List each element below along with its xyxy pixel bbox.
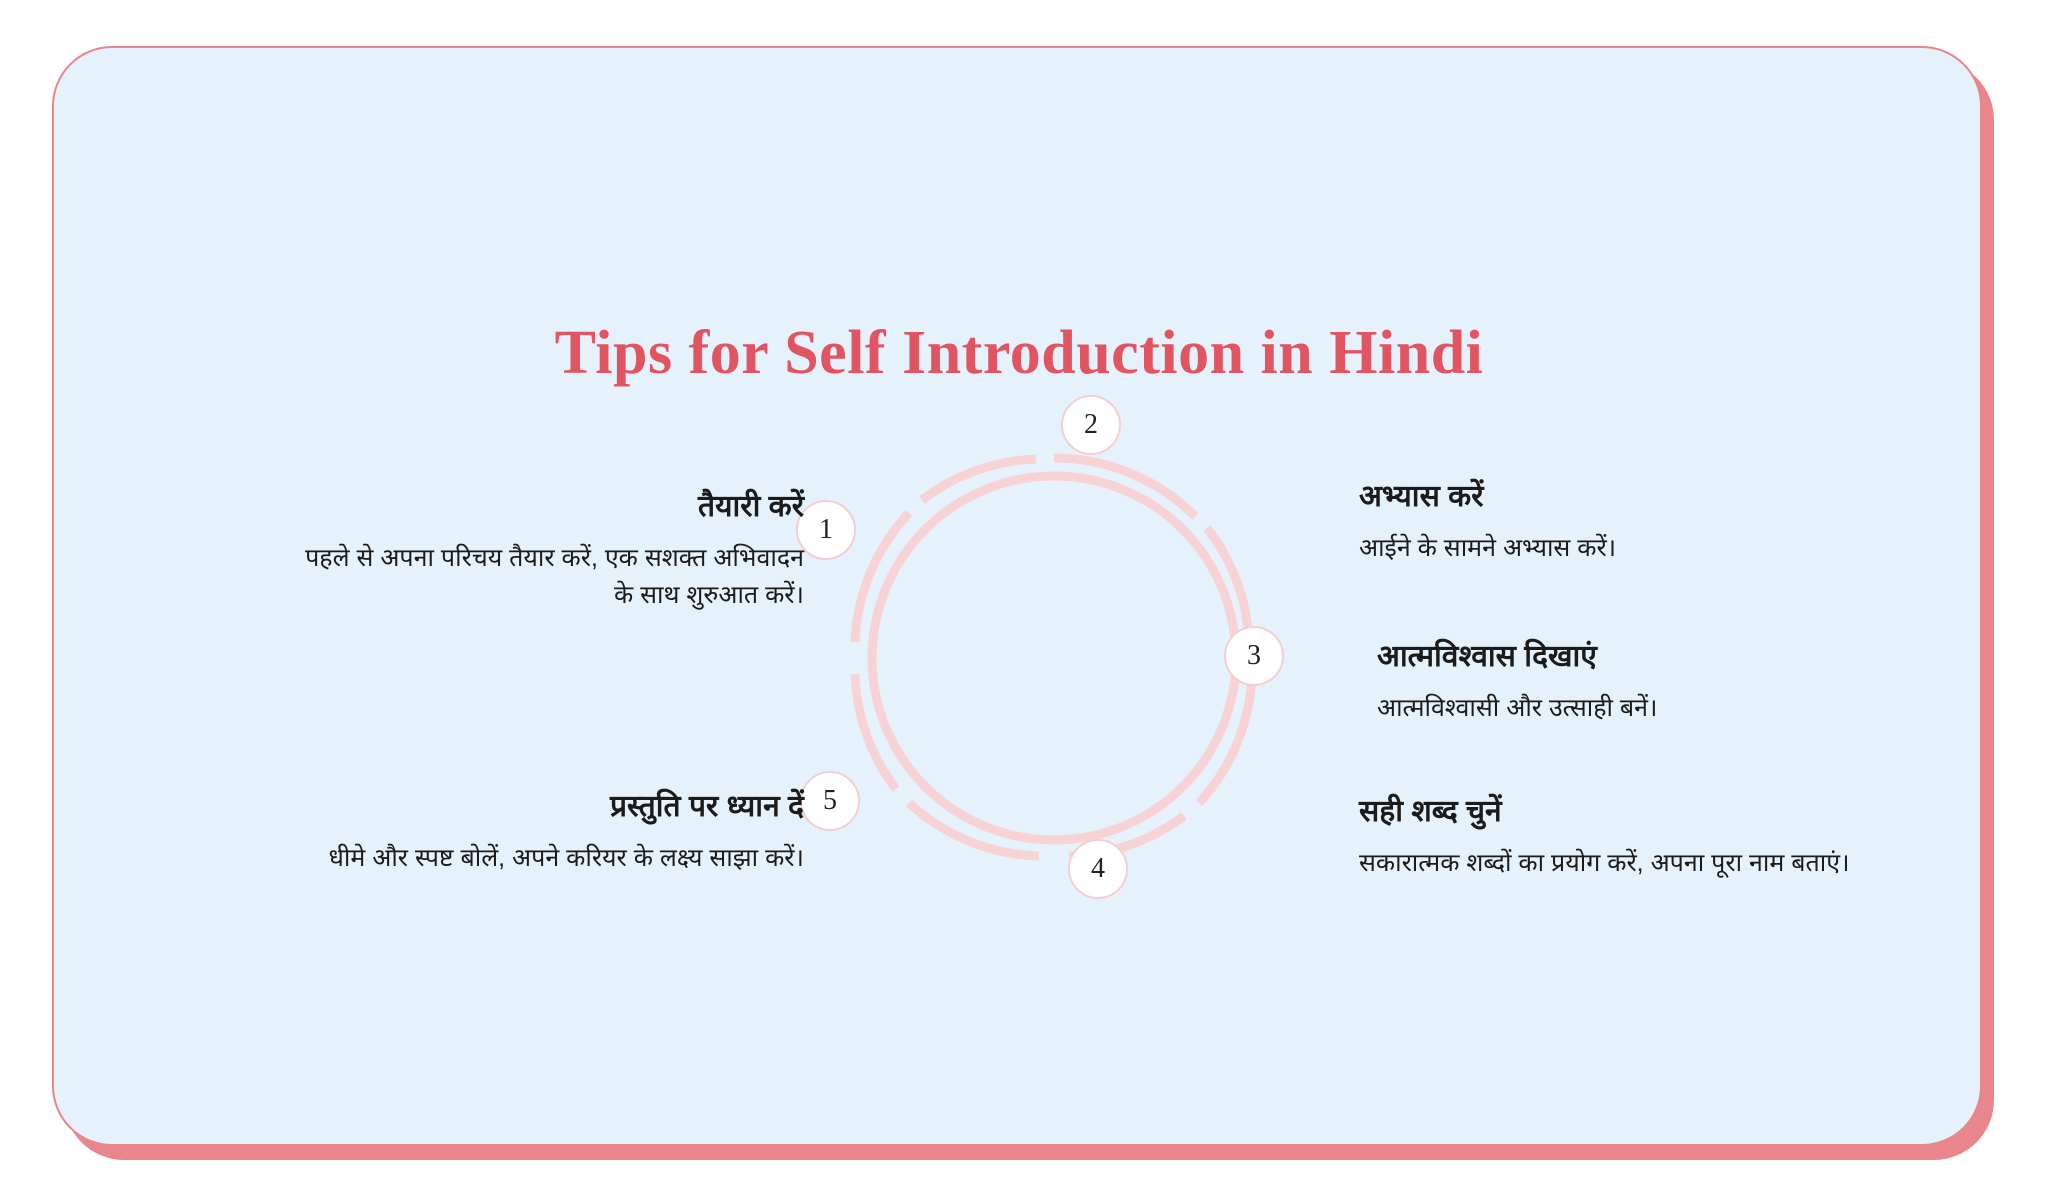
step-1-body: पहले से अपना परिचय तैयार करें, एक सशक्त अभिवादन के साथ शुरुआत करें। [305,543,804,609]
ring-segment-outer-2 [1207,528,1249,643]
step-4-body: सकारात्मक शब्दों का प्रयोग करें, अपना पूरा नाम बताएं। [1359,848,1850,877]
step-block-4 [1359,793,1919,882]
step-2-heading: अभ्यास करें [1359,480,1484,513]
step-block-2 [1359,478,1919,567]
page-title: Tips for Self Introduction in Hindi [554,319,1484,387]
step-5-heading: प्रस्तुति पर ध्यान दें [609,790,804,823]
circular-process-diagram [819,409,1284,888]
process-node-1[interactable]: 1 [796,500,856,560]
process-node-3[interactable]: 3 [1224,626,1284,686]
step-5-body: धीमे और स्पष्ट बोलें, अपने करियर के लक्ष्य साझा करें। [328,843,804,872]
ring-segment-outer-7 [855,513,909,642]
step-block-3 [1359,638,1919,727]
ring-inner [872,476,1236,840]
process-node-2[interactable]: 2 [1061,395,1121,455]
ring-segment-outer-5 [909,803,1039,856]
infographic-card [52,46,1982,1146]
step-2-body: आईने के सामने अभ्यास करें। [1359,533,1617,562]
step-3-body: आत्मविश्वासी और उत्साही बनें। [1377,693,1658,722]
process-node-4[interactable]: 4 [1068,839,1128,899]
step-block-5 [194,788,804,877]
process-ring-svg [824,428,1284,888]
ring-segment-outer-3 [1199,673,1252,803]
step-4-heading: सही शब्द चुनें [1359,795,1502,828]
process-node-5[interactable]: 5 [800,771,860,831]
step-3-heading: आत्मविश्वास दिखाएं [1377,640,1597,673]
step-block-1 [284,488,804,615]
step-1-heading: तैयारी करें [698,490,804,523]
